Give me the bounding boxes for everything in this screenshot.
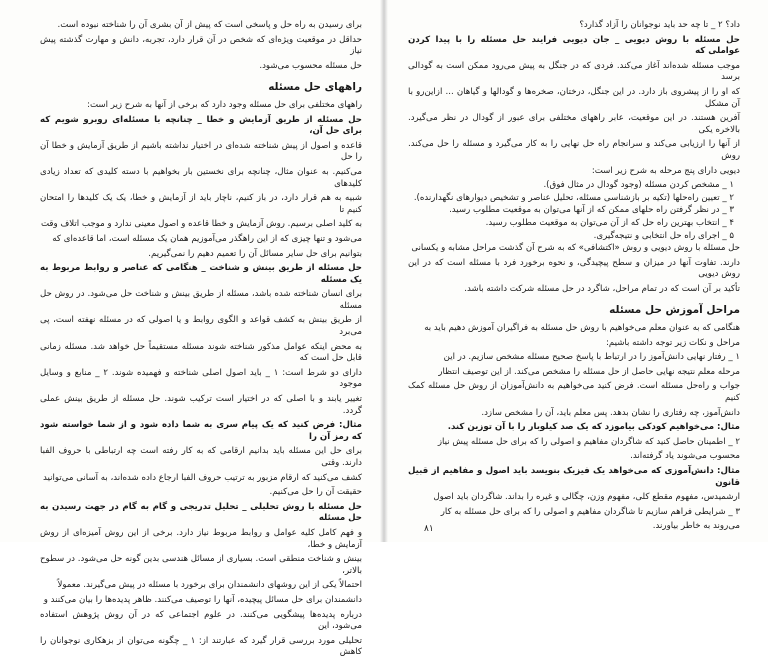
paragraph-line: مرحله معلم نتیجه نهایی حاصل از حل مسئله را مشخص می‌کند. از این توصیف انتظار xyxy=(438,366,740,377)
dewey-step: ۴ _ انتخاب بهترین راه حل که از آن می‌توان به موقعیت مطلوب رسید. xyxy=(485,217,734,228)
paragraph-line: شبیه به هم قرار دارد، در باز کنیم، ناچار باید از آزمایش و خطا، یک یک کلیدها را امتحان کنیم تا xyxy=(40,193,362,215)
left-intro-line: حداقل در موقعیت ویژه‌ای که شخص در آن قرار دارد، تجربه، دانش و مهارت گذشته پیش نیاز xyxy=(40,34,362,57)
left-intro-line: برای رسیدن به راه حل و پاسخی است که پیش از آن بشری آن را شناخته نبوده است. xyxy=(57,20,362,30)
method-analytic-heading: حل مسئله با روش تحلیلی _ تحلیل تدریجی و گام به گام در جهت رسیدن به حل مسئله xyxy=(40,501,362,524)
paragraph-line: دارند. تفاوت آنها در میزان و سطح پیچیدگی، و نحوه برخورد فرد با مسئله است که در این روش دیویی xyxy=(408,257,740,280)
method-insight-heading: حل مسئله از طریق بینش و شناخت _ هنگامی که عناصر و روابط مربوط به یک مسئله xyxy=(40,263,362,285)
paragraph-line: ۱ _ رفتار نهایی دانش‌آموز را در ارتباط با پاسخ صحیح مسئله مشخص سازیم. در این xyxy=(443,352,740,363)
paragraph-line: تأکید بر آن است که در تمام مراحل، شاگرد در حل مسئله شرکت داشته باشد. xyxy=(464,283,740,294)
section-title-problem-solving-methods: راههای حل مسئله xyxy=(268,81,362,94)
section-title-teaching-stages: مراحل آموزش حل مسئله xyxy=(609,304,740,317)
paragraph-line: به محض اینکه عوامل مذکور شناخته شوند مسئله مستقیماً حل خواهد شد. مسئله زمانی قابل حل است که xyxy=(40,341,362,364)
paragraph-line: حقیقت آن را حل می‌کنیم. xyxy=(269,487,362,498)
dewey-step: ۵ _ اجرای راه حل انتخابی و نتیجه‌گیری. xyxy=(593,230,734,241)
example-heading: مثال: فرض کنید که یک پیام سری به شما داده شود و از شما خواسته شود که رمز آن را xyxy=(40,420,362,442)
paragraph-line: می‌کنیم. به عنوان مثال، چنانچه برای نخستین بار بخواهیم با دسته کلیدی که تعداد زیادی کلیدهای xyxy=(40,166,362,189)
paragraph-line: محسوب می‌شوند یاد گرفته‌اند. xyxy=(630,451,740,462)
page-number: ۸۱ xyxy=(424,524,434,535)
paragraph-line: که او را از پیشروی باز دارد. در این جنگل، درختان، صخره‌ها و گودالها و گیاهان ... ازاین‌رو با آن مشکل xyxy=(408,86,740,109)
dewey-step: ۳ _ در نظر گرفتن راه حلهای ممکن که از آنها می‌توان به موقعیت مطلوب رسید. xyxy=(449,205,734,216)
paragraph-line: بینش و شناخت منطقی است. بسیاری از مسائل هندسی بدین گونه حل می‌شود. در سطوح بالاتر، xyxy=(40,554,362,576)
method-dewey-heading: حل مسئله با روش دیویی _ جان دیویی فرایند حل مسئله را با پیدا کردن عواملی که xyxy=(408,34,740,57)
paragraph-line: دارای دو شرط است: ۱ _ باید اصول اصلی شناخته و فهمیده شوند. ۲ _ منابع و وسایل موجود xyxy=(40,367,362,390)
dewey-step: ۱ _ مشخص کردن مسئله (وجود گودال در مثال فوق). xyxy=(543,180,734,191)
paragraph-line: احتمالاً یکی از این روشهای دانشمندان برای برخورد با مسئله در پیش می‌گیرند. معمولاً xyxy=(57,580,362,591)
paragraph-line: ۳ _ شرایطی فراهم سازیم تا شاگردان مفاهیم و اصولی را که برای حل مسئله به کار xyxy=(440,506,740,517)
paragraph-line: از طریق بینش به کشف قواعد و الگوی روابط و یا اصولی که در مسئله نهفته است، پی می‌برد xyxy=(40,315,362,338)
method-trial-error-heading: حل مسئله از طریق آزمایش و خطا _ چنانچه با مسئله‌ای روبرو شویم که برای حل آن، xyxy=(40,114,362,137)
paragraph-line: و فهم کامل کلیه عوامل و روابط مربوط نیاز دارد. برخی از این روش آمیزه‌ای از روش آزمایش و خطا، xyxy=(40,527,362,550)
right-intro-line: داد؟ ۲ _ تا چه حد باید نوجوانان را آزاد گذارد؟ xyxy=(579,20,740,30)
paragraph-line: کشف می‌کنید که ارقام مزبور به ترتیب حروف الفبا ارجاع داده شده‌اند، به آسانی می‌توانید xyxy=(43,472,362,483)
section-intro: راههای مختلفی برای حل مسئله وجود دارد که برخی از آنها به شرح زیر است: xyxy=(87,99,362,110)
paragraph-line: برای انسان شناخته شده باشد، مسئله از طریق بینش و شناخت حل می‌شود. در روش حل مسئله xyxy=(40,289,362,311)
paragraph-line: به کلید اصلی برسیم. روش آزمایش و خطا قاعده و اصول معینی ندارد و موجب اتلاف وقت xyxy=(40,219,362,230)
example-heading: مثال: دانش‌آموزی که می‌خواهد یک فیزیک بنویسد باید اصول و مفاهیم از قبیل قانون xyxy=(408,466,740,488)
paragraph-line: ۲ _ اطمینان حاصل کنید که شاگردان مفاهیم و اصولی را که برای حل مسئله پیش نیاز xyxy=(437,436,740,447)
paragraph-line: ارشمیدس، مفهوم مقطع کلی، مفهوم وزن، چگالی و غیره را بداند. شاگردان باید اصول xyxy=(433,492,740,503)
paragraph-line: آفرین هستند. در این موقعیت، عابر راههای مختلفی برای عبور از گودال در نظر می‌گیرد. بالاخره یکی xyxy=(408,113,740,135)
paragraph-line: قاعده و اصول از پیش شناخته شده‌ای در اختیار نداشته باشیم از طریق آزمایش و خطا آن را حل xyxy=(40,140,362,163)
paragraph-line: دانش‌آموز، چه رفتاری را نشان بدهد. پس معلم باید، آن را مشخص سازد. xyxy=(481,407,740,418)
paragraph-line: هنگامی که به عنوان معلم می‌خواهیم با روش حل مسئله به فراگیران آموزش دهیم باید به xyxy=(424,323,740,334)
paragraph-line: حل مسئله با روش دیویی و روش «اکتشافی» که به شرح آن گذشت مراحل مشابه و یکسانی xyxy=(411,243,740,254)
paragraph-line: می‌روند به خاطر بیاورند. xyxy=(652,521,740,532)
paragraph-line: درباره پدیده‌ها پیشگویی می‌کنند. در علوم اجتماعی که در آن روش پژوهش استفاده می‌شود، این xyxy=(40,609,362,632)
example-heading: مثال: می‌خواهیم کودکی بیاموزد که یک صد کیلوبار را با آن توزین کند. xyxy=(447,422,740,433)
paragraph-line: بتوانیم برای حل سایر مسائل آن را تعمیم دهیم را نمی‌گیریم. xyxy=(148,248,362,259)
paragraph-line: موجب مسئله شده‌اند آغاز می‌کند. فردی که در جنگل به پیش می‌رود ممکن است به گودالی برسد xyxy=(408,60,740,83)
paragraph-line: از آنها را ارزیابی می‌کند و سرانجام راه حل نهایی را به کار می‌گیرد و مسئله را حل می‌کند. روش xyxy=(408,139,740,161)
paragraph-line: تغییر یابند و با اصلی که در اختیار است ترکیب شوند. حل مسئله از طریق بینش عملی گردد. xyxy=(40,394,362,416)
paragraph-line: برای حل این مسئله باید بدانیم ارقامی که به کار رفته است چه ارتباطی با حروف الفبا دارند. وقتی xyxy=(40,446,362,468)
right-page xyxy=(384,0,768,542)
paragraph-line: تحلیلی مورد بررسی قرار گیرد که عبارتند از: ۱ _ چگونه می‌توان از بزهکاری نوجوانان را کاهش xyxy=(40,635,362,658)
paragraph-line: جواب و راه‌حل مسئله است. فرض کنید می‌خواهیم به دانش‌آموزان از روش حل مسئله کمک کنیم xyxy=(408,381,740,404)
paragraph-line: دیویی دارای پنج مرحله به شرح زیر است: xyxy=(591,165,740,176)
paragraph-line: دانشمندان برای حل مسائل پیچیده، آنها را توصیف می‌کنند. ظاهر پدیده‌ها را بیان می‌کنند و xyxy=(43,594,362,605)
dewey-step: ۲ _ تعیین راه‌حلها (تکیه بر بازشناسی مسئله، تحلیل عناصر و تشخیص دیوارهای نگهدارنده). xyxy=(413,192,734,203)
left-page xyxy=(0,0,384,658)
paragraph-line: می‌شود و تنها چیزی که از این راهگذر می‌آموزیم همان یک مسئله است، اما قاعده‌ای که xyxy=(52,233,362,244)
paragraph-line: مراحل و نکات زیر توجه داشته باشیم: xyxy=(605,337,740,348)
left-intro-line: حل مسئله محسوب می‌شود. xyxy=(259,60,362,71)
